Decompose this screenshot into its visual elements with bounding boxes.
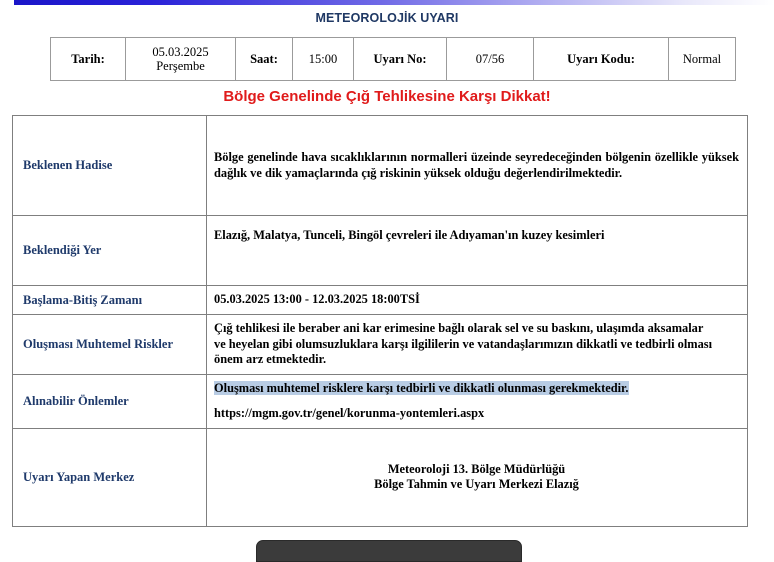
table-row-expected-event	[13, 116, 748, 216]
row-label-issuing-center: Uyarı Yapan Merkez	[13, 428, 207, 526]
warning-info-table	[50, 37, 736, 81]
warning-headline: Bölge Genelinde Çığ Tehlikesine Karşı Dikkat!	[223, 88, 551, 105]
date-value	[126, 38, 236, 81]
warning-no-label: Uyarı No:	[354, 38, 447, 81]
warning-code-label: Uyarı Kodu:	[534, 38, 669, 81]
row-content-expected-location: Elazığ, Malatya, Tunceli, Bingöl çevreleri ile Adıyaman'ın kuzey kesimleri	[207, 216, 748, 286]
row-label-start-end-time: Başlama-Bitiş Zamanı	[13, 286, 207, 315]
date-value-line1: 05.03.2025	[152, 44, 209, 59]
warning-code-value: Normal	[669, 38, 736, 81]
row-content-issuing-center	[207, 428, 748, 526]
row-content-precautions	[207, 374, 748, 428]
row-label-expected-event: Beklenen Hadise	[13, 116, 207, 216]
precautions-url-link[interactable]: https://mgm.gov.tr/genel/korunma-yontemleri.aspx	[214, 406, 485, 421]
issuing-center-line-1: Meteoroloji 13. Bölge Müdürlüğü	[387, 461, 566, 476]
info-table-row	[51, 38, 736, 81]
top-gradient-bar	[14, 0, 774, 5]
precautions-highlighted-text: Oluşması muhtemel risklere karşı tedbirli ve dikkatli olunması gerekmektedir.	[214, 380, 629, 395]
warning-detail-table	[12, 115, 748, 527]
row-label-precautions: Alınabilir Önlemler	[13, 374, 207, 428]
time-value: 15:00	[293, 38, 354, 81]
risks-line-3: önem arz etmektedir.	[214, 352, 327, 367]
bottom-toolbar-widget[interactable]	[256, 540, 522, 562]
row-content-possible-risks	[207, 315, 748, 375]
table-row-precautions	[13, 374, 748, 428]
table-row-issuing-center	[13, 428, 748, 526]
time-label: Saat:	[236, 38, 293, 81]
table-row-start-end-time	[13, 286, 748, 315]
date-value-line2: Perşembe	[156, 59, 205, 73]
page-title: METEOROLOJİK UYARI	[315, 11, 459, 25]
row-content-expected-event: Bölge genelinde hava sıcaklıklarının normalleri üzeinde seyredeceğinden bölgenin özellikle yüksek dağlık ve dik yamaçlarında çığ riskinin yüksek olduğu değerlendirilmektedir.	[207, 116, 748, 216]
risks-line-1: Çığ tehlikesi ile beraber ani kar erimesine bağlı olarak sel ve su baskını, ulaşımda aksamalar	[214, 321, 704, 336]
risks-line-2: ve heyelan gibi olumsuzluklara karşı ilgililerin ve vatandaşlarımızın dikkatli ve tedbirli olması	[214, 336, 713, 351]
table-row-expected-location	[13, 216, 748, 286]
row-content-start-end-time: 05.03.2025 13:00 - 12.03.2025 18:00TSİ	[207, 286, 748, 315]
date-label: Tarih:	[51, 38, 126, 81]
row-label-possible-risks: Oluşması Muhtemel Riskler	[13, 315, 207, 375]
row-label-expected-location: Beklendiği Yer	[13, 216, 207, 286]
issuing-center-line-2: Bölge Tahmin ve Uyarı Merkezi Elazığ	[374, 477, 579, 492]
warning-no-value: 07/56	[447, 38, 534, 81]
table-row-possible-risks	[13, 315, 748, 375]
